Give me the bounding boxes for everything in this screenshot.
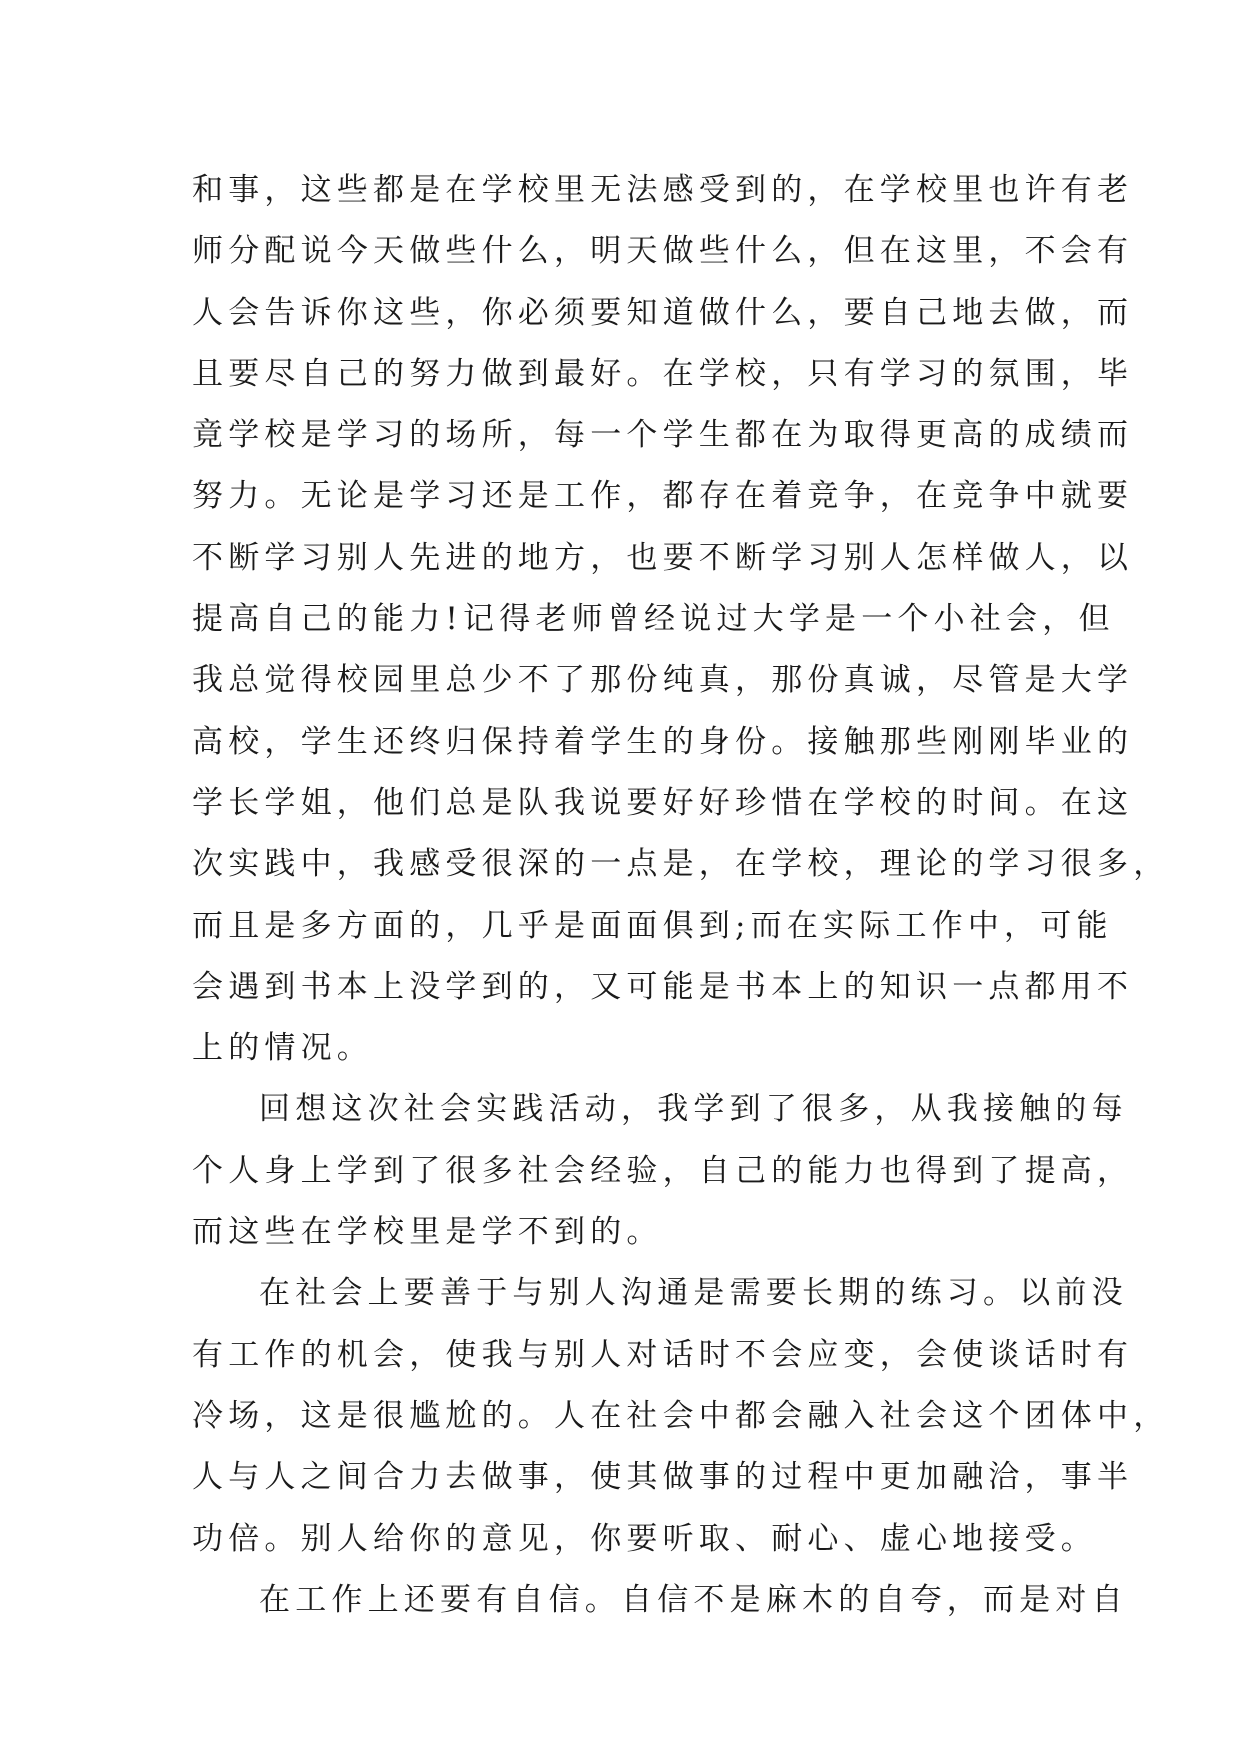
text-line: 次实践中，我感受很深的一点是，在学校，理论的学习很多， xyxy=(192,846,1170,883)
text-line: 努力。无论是学习还是工作，都存在着竞争，在竞争中就要 xyxy=(192,478,1134,515)
text-line: 功倍。别人给你的意见，你要听取、耐心、虚心地接受。 xyxy=(192,1520,1097,1557)
text-line: 竟学校是学习的场所，每一个学生都在为取得更高的成绩而 xyxy=(192,417,1134,454)
paragraph-start-line: 在工作上还要有自信。自信不是麻木的自夸，而是对自 xyxy=(259,1581,1128,1618)
body-text xyxy=(192,160,1170,1631)
text-line: 人会告诉你这些，你必须要知道做什么，要自己地去做，而 xyxy=(192,294,1134,331)
text-line: 会遇到书本上没学到的，又可能是书本上的知识一点都用不 xyxy=(192,968,1134,1005)
text-line: 师分配说今天做些什么，明天做些什么，但在这里，不会有 xyxy=(192,233,1134,270)
text-line: 学长学姐，他们总是队我说要好好珍惜在学校的时间。在这 xyxy=(192,784,1134,821)
text-line: 冷场，这是很尴尬的。人在社会中都会融入社会这个团体中， xyxy=(192,1397,1170,1434)
paragraph-start-line: 在社会上要善于与别人沟通是需要长期的练习。以前没 xyxy=(259,1275,1128,1312)
text-line: 人与人之间合力去做事，使其做事的过程中更加融洽，事半 xyxy=(192,1459,1134,1496)
text-line: 提高自己的能力!记得老师曾经说过大学是一个小社会，但 xyxy=(192,601,1115,638)
text-line: 且要尽自己的努力做到最好。在学校，只有学习的氛围，毕 xyxy=(192,355,1134,392)
text-line: 我总觉得校园里总少不了那份纯真，那份真诚，尽管是大学 xyxy=(192,662,1134,699)
text-line: 不断学习别人先进的地方，也要不断学习别人怎样做人，以 xyxy=(192,539,1134,576)
text-line: 和事，这些都是在学校里无法感受到的，在学校里也许有老 xyxy=(192,172,1134,208)
text-line: 有工作的机会，使我与别人对话时不会应变，会使谈话时有 xyxy=(192,1336,1134,1373)
text-line: 高校，学生还终归保持着学生的身份。接触那些刚刚毕业的 xyxy=(192,723,1134,760)
text-line: 上的情况。 xyxy=(192,1030,373,1067)
paragraph-start-line: 回想这次社会实践活动，我学到了很多，从我接触的每 xyxy=(259,1091,1128,1128)
text-line: 个人身上学到了很多社会经验，自己的能力也得到了提高， xyxy=(192,1152,1134,1189)
text-line: 而这些在学校里是学不到的。 xyxy=(192,1214,663,1251)
text-line: 而且是多方面的，几乎是面面俱到;而在实际工作中，可能 xyxy=(192,907,1113,944)
